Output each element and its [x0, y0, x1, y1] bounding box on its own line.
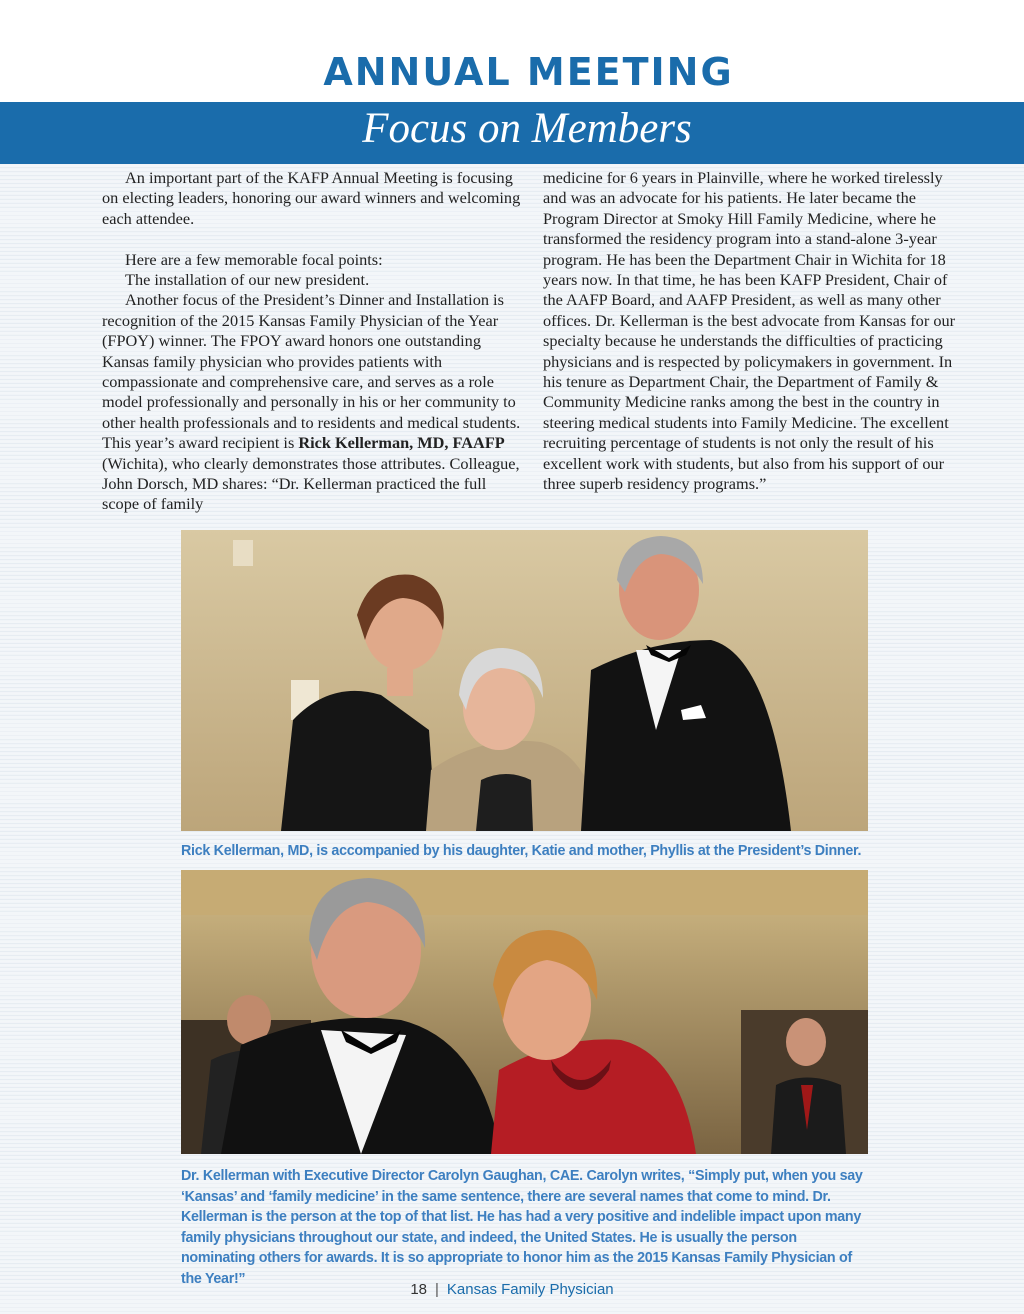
photo-kellerman-family [181, 530, 868, 831]
photo-caption-2: Dr. Kellerman with Executive Director Carolyn Gaughan, CAE. Carolyn writes, “Simply put, when you say ‘Kansas’ and ‘family medicine’ in the same sentence, there are several names that come to mind. Dr. Kellerman is the person at the top of that list. He has had a very positive and indelible impact upon many family physicians throughout our state, and indeed, the United States. He is usually the person nominating others for awards. It is so appropriate to honor him as the 2015 Kansas Family Physician of the Year!” [181, 1168, 863, 1287]
left-column [102, 168, 522, 515]
photo-caption-1: Rick Kellerman, MD, is accompanied by his daughter, Katie and mother, Phyllis at the President’s Dinner. [181, 843, 862, 859]
page-subtitle: Focus on Members [362, 105, 692, 152]
paragraph-gap [102, 229, 522, 249]
left-paragraph-4 [102, 290, 522, 514]
left-paragraph-2: Here are a few memorable focal points: [125, 249, 383, 269]
left-paragraph-4-text: Another focus of the President’s Dinner and Installation is recognition of the 2015 Kansas Family Physician of the Year (FPOY) winner. The FPOY award honors one outstanding Kansas family physician who provides patients with compassionate and comprehensive care, and serves as a role model professionally and personally in his or her community to other health professionals and to residents and medical students. This year’s award recipient is [102, 290, 521, 453]
right-column [543, 168, 963, 495]
magazine-name: Kansas Family Physician [446, 1281, 614, 1298]
award-recipient-name: Rick Kellerman, MD, FAAFP [298, 433, 505, 453]
left-paragraph-4-continued: (Wichita), who clearly demonstrates those attributes. Colleague, John Dorsch, MD shares: “Dr. Kellerman practiced the full scope of family [102, 453, 520, 514]
left-paragraph-3: The installation of our new president. [125, 270, 370, 290]
photo-kellerman-gaughan [181, 870, 868, 1154]
page-number: 18 [410, 1281, 428, 1298]
photo-kellerman-family-image [181, 530, 868, 831]
page-footer [0, 1281, 1024, 1298]
right-paragraph-1: medicine for 6 years in Plainville, where he worked tirelessly and was an advocate for his patients. He later became the Program Director at Smoky Hill Family Medicine, where he transformed the residency program into a stand-alone 3-year program. He has been the Department Chair in Wichita for 18 years now. In that time, he has been KAFP President, Chair of the AAFP Board, and AAFP President, as well as many other offices. Dr. Kellerman is the best advocate from Kansas for our specialty because he understands the difficulties of practicing physicians and is respected by policymakers in government. In his tenure as Department Chair, the Department of Family & Community Medicine ranks among the best in the country in steering medical students into Family Medicine. The excellent recruiting percentage of students is not only the result of his excellent work with students, but also from his support of our three superb residency programs.” [543, 168, 956, 494]
page-title: ANNUAL MEETING [323, 50, 734, 94]
photo-kellerman-gaughan-image [181, 870, 868, 1154]
footer-separator: | [435, 1281, 439, 1298]
left-paragraph-1: An important part of the KAFP Annual Meeting is focusing on electing leaders, honoring our award winners and welcoming each attendee. [102, 168, 521, 228]
